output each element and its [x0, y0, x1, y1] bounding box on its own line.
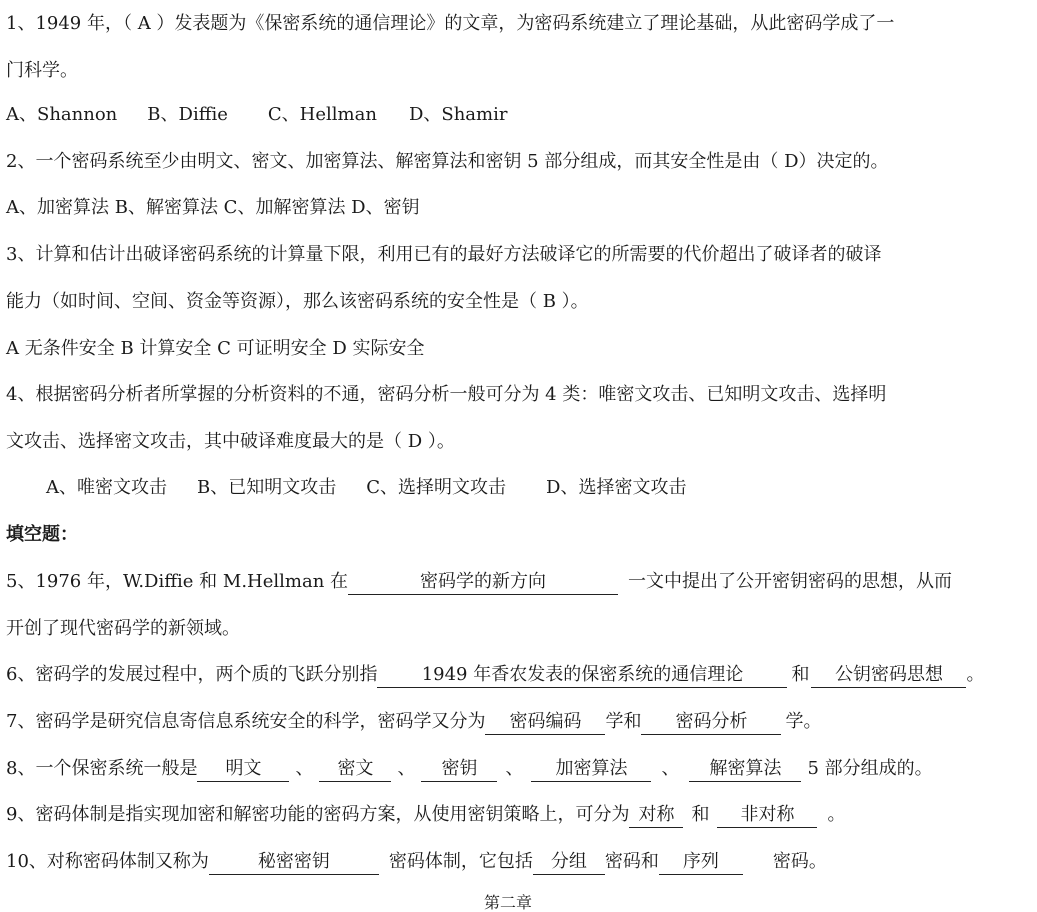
- q9-answer2: 非对称: [717, 803, 817, 828]
- q7-answer2: 密码分析: [641, 710, 781, 735]
- q8-sep-4: 、: [661, 758, 680, 779]
- q3-line1: 3、计算和估计出破译密码系统的计算量下限，利用已有的最好方法破译它的所需要的代价超出了破译者的破译: [6, 244, 882, 265]
- q2-options: A、加密算法 B、解密算法 C、加解密算法 D、密钥: [6, 197, 420, 218]
- q10-prefix: 10、对称密码体制又称为: [6, 851, 209, 872]
- q7-mid: 学和: [605, 711, 642, 732]
- q8-answer-1: 明文: [197, 757, 289, 782]
- q1-option-b: B、Diffie: [147, 104, 228, 125]
- q8-sep-1: 、: [295, 758, 314, 779]
- q6-suffix: 。: [966, 664, 985, 685]
- q1-option-c: C、Hellman: [267, 104, 377, 125]
- q1-options: [6, 102, 507, 128]
- q8-answer-3: 密钥: [421, 757, 497, 782]
- q8-line: [6, 756, 933, 782]
- q1-option-a: A、Shannon: [6, 104, 118, 125]
- q8-answer-5: 解密算法: [689, 757, 801, 782]
- q4-option-d: D、选择密文攻击: [546, 477, 687, 498]
- q10-mid1: 密码体制，它包括: [388, 851, 533, 872]
- q4-option-c: C、选择明文攻击: [366, 477, 507, 498]
- q5-suffix: 一文中提出了公开密钥密码的思想，从而: [628, 571, 953, 592]
- q8-answer-4: 加密算法: [531, 757, 651, 782]
- q4-option-a: A、唯密文攻击: [46, 477, 167, 498]
- q9-suffix: 。: [827, 804, 846, 825]
- q8-answer-2: 密文: [319, 757, 391, 782]
- q1-line2: 门科学。: [6, 60, 78, 81]
- q3-options: A 无条件安全 B 计算安全 C 可证明安全 D 实际安全: [6, 338, 425, 359]
- q7-answer1: 密码编码: [485, 710, 605, 735]
- q9-line: [6, 802, 845, 828]
- q6-line: [6, 662, 984, 688]
- q6-answer2: 公钥密码思想: [811, 663, 966, 688]
- q10-line: [6, 849, 827, 875]
- q5-prefix: 5、1976 年，W.Diffie 和 M.Hellman 在: [6, 571, 349, 592]
- q7-line: [6, 709, 821, 735]
- q1-line1: 1、1949 年，（ A ）发表题为《保密系统的通信理论》的文章，为密码系统建立了理论基础，从此密码学成了一: [6, 13, 895, 34]
- q9-answer1: 对称: [629, 803, 683, 828]
- q7-suffix: 学。: [785, 711, 822, 732]
- q5-line2: 开创了现代密码学的新领域。: [6, 618, 240, 639]
- q5-line1: [6, 569, 952, 595]
- q6-answer1: 1949 年香农发表的保密系统的通信理论: [377, 663, 787, 688]
- q4-line2: 文攻击、选择密文攻击，其中破译难度最大的是（ D ）。: [6, 431, 455, 452]
- section-heading: 填空题：: [6, 524, 78, 545]
- q10-answer3: 序列: [659, 850, 743, 875]
- q8-sep-2: 、: [397, 758, 416, 779]
- q10-answer2: 分组: [533, 850, 605, 875]
- q10-mid2: 密码和: [604, 851, 659, 872]
- q7-prefix: 7、密码学是研究信息寄信息系统安全的科学，密码学又分为: [6, 711, 486, 732]
- q8-sep-3: 、: [505, 758, 524, 779]
- q8-prefix: 8、一个保密系统一般是: [6, 758, 198, 779]
- q3-line2: 能力（如时间、空间、资金等资源），那么该密码系统的安全性是（ B ）。: [6, 291, 589, 312]
- q6-mid: 和: [791, 664, 810, 685]
- q10-suffix: 密码。: [772, 851, 827, 872]
- q6-prefix: 6、密码学的发展过程中，两个质的飞跃分别指: [6, 664, 378, 685]
- q5-answer: 密码学的新方向: [348, 570, 618, 595]
- q1-option-d: D、Shamir: [408, 104, 508, 125]
- q2-line1: 2、一个密码系统至少由明文、密文、加密算法、解密算法和密钥 5 部分组成，而其安全性是由（ D）决定的。: [6, 151, 889, 172]
- q4-options: [46, 475, 686, 501]
- q4-line1: 4、根据密码分析者所掌握的分析资料的不通，密码分析一般可分为 4 类：唯密文攻击、已知明文攻击、选择明: [6, 384, 887, 405]
- q9-prefix: 9、密码体制是指实现加密和解密功能的密码方案，从使用密钥策略上，可分为: [6, 804, 630, 825]
- q10-answer1: 秘密密钥: [209, 850, 379, 875]
- q4-option-b: B、已知明文攻击: [197, 477, 337, 498]
- q9-mid: 和: [691, 804, 710, 825]
- chapter-footer: 第二章: [484, 893, 533, 912]
- q8-suffix: 5 部分组成的。: [807, 758, 933, 779]
